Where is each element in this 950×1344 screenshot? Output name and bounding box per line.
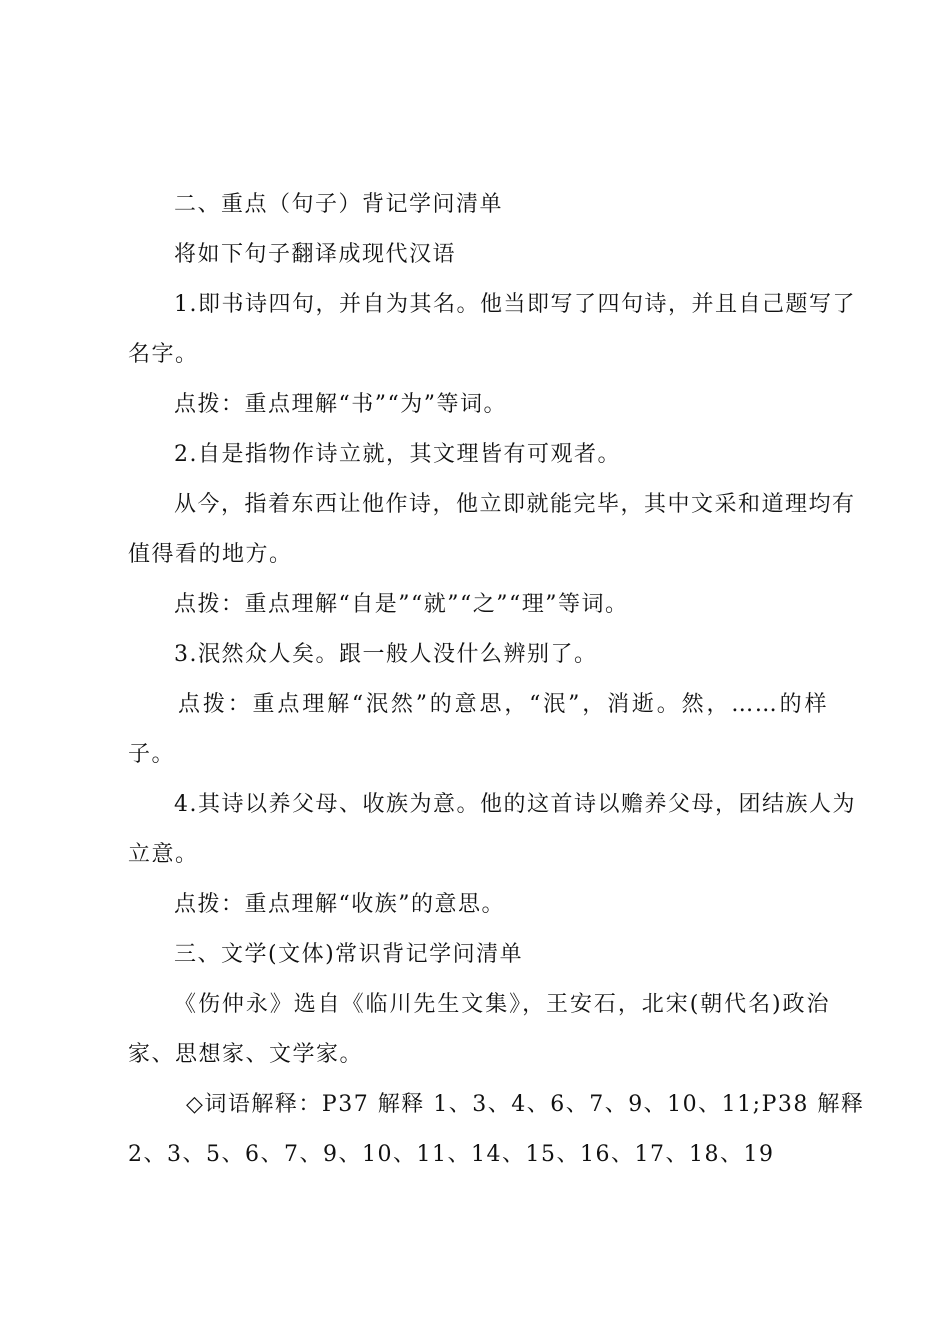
tip-3-line-1: 点拨：重点理解“泯然”的意思，“泯”，消逝。然，……的样 bbox=[178, 692, 828, 717]
tip-1: 点拨：重点理解“书”“为”等词。 bbox=[174, 392, 507, 417]
item-2-translation-line-1: 从今，指着东西让他作诗，他立即就能完毕，其中文采和道理均有 bbox=[174, 492, 856, 517]
vocab-note-line-1: ◇词语解释：P37 解释 1、3、4、6、7、9、10、11;P38 解释 bbox=[186, 1092, 865, 1117]
literature-note-line-1: 《伤仲永》选自《临川先生文集》，王安石，北宋(朝代名)政治 bbox=[174, 992, 830, 1017]
instruction: 将如下句子翻译成现代汉语 bbox=[174, 242, 457, 267]
item-1-line-1: 1.即书诗四句，并自为其名。他当即写了四句诗，并且自己题写了 bbox=[174, 292, 856, 317]
tip-4: 点拨：重点理解“收族”的意思。 bbox=[174, 892, 505, 917]
item-3: 3.泯然众人矣。跟一般人没什么辨别了。 bbox=[174, 642, 598, 667]
tip-2: 点拨：重点理解“自是”“就”“之”“理”等词。 bbox=[174, 592, 629, 617]
item-1-line-2: 名字。 bbox=[128, 342, 199, 367]
literature-note-line-2: 家、思想家、文学家。 bbox=[128, 1042, 364, 1067]
item-4-line-2: 立意。 bbox=[128, 842, 199, 867]
section-heading-3: 三、文学(文体)常识背记学问清单 bbox=[174, 942, 524, 967]
tip-3-line-2: 子。 bbox=[128, 742, 176, 767]
section-heading-2: 二、重点（句子）背记学问清单 bbox=[174, 192, 504, 217]
item-2: 2.自是指物作诗立就，其文理皆有可观者。 bbox=[174, 442, 621, 467]
item-4-line-1: 4.其诗以养父母、收族为意。他的这首诗以赡养父母，团结族人为 bbox=[174, 792, 856, 817]
vocab-note-line-2: 2、3、5、6、7、9、10、11、14、15、16、17、18、19 bbox=[128, 1142, 775, 1167]
item-2-translation-line-2: 值得看的地方。 bbox=[128, 542, 293, 567]
